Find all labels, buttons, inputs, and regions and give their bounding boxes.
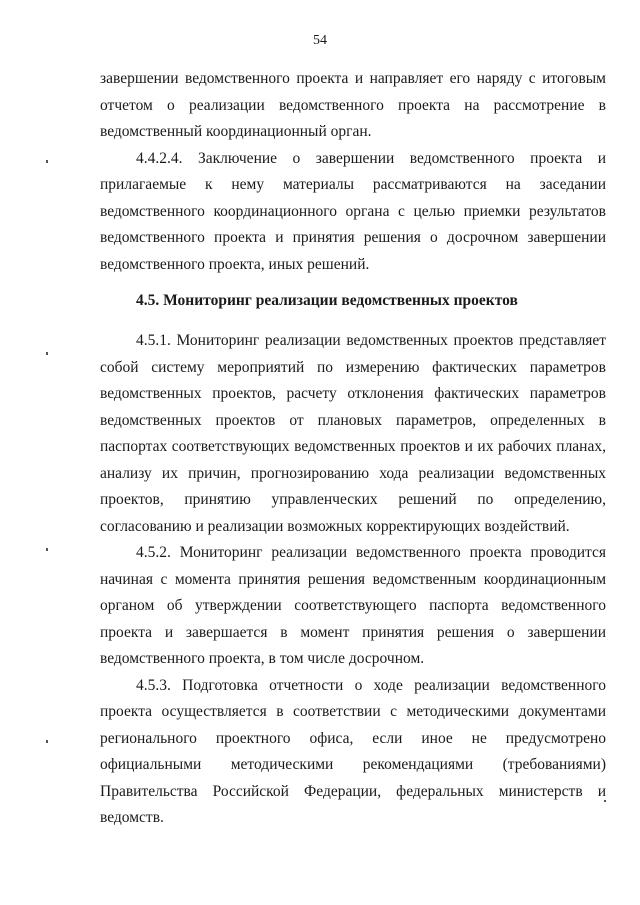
scan-speck xyxy=(604,800,606,802)
scan-speck xyxy=(46,160,48,163)
paragraph-4-5-2: 4.5.2. Мониторинг реализации ведомственного проекта проводится начиная с момента принятия решения ведомственным координационным органом об утверждении соответствующего паспорта ведомственного проекта и завершается в момент принятия решения о завершении ведомственного проекта, в том числе досрочном. xyxy=(100,544,606,667)
paragraph-4-5-3: 4.5.3. Подготовка отчетности о ходе реализации ведомственного проекта осуществляется в соответствии с методическими документами регионального проектного офиса, если иное не предусмотрено официальными методическими рекомендациями (требованиями) Правительства Российской Федерации, федеральных министерств и ведомств. xyxy=(100,676,606,826)
section-heading: 4.5. Мониторинг реализации ведомственных проектов xyxy=(136,292,518,309)
paragraph-4-5-1: 4.5.1. Мониторинг реализации ведомственных проектов представляет собой систему мероприятий по измерению фактических параметров ведомственных проектов, расчету отклонения фактических параметров ведомственных проектов от плановых параметров, определенных в паспортах соответствующих ведомственных проектов и их рабочих планах, анализу их причин, прогнозированию хода реализации ведомственных проектов, принятию управленческих решений по определению, согласованию и реализации возможных корректирующих воздействий. xyxy=(100,332,606,535)
scan-speck xyxy=(46,352,48,355)
scan-speck xyxy=(46,740,48,743)
scan-speck xyxy=(46,548,48,551)
paragraph-continuation: завершении ведомственного проекта и направляет его наряду с итоговым отчетом о реализации ведомственного проекта на рассмотрение в ведомственный координационный орган. xyxy=(100,70,606,140)
paragraph-4-4-2-4: 4.4.2.4. Заключение о завершении ведомственного проекта и прилагаемые к нему материалы рассматриваются на заседании ведомственного координационного органа с целью приемки результатов ведомственного проекта и принятия решения о досрочном завершении ведомственного проекта, иных решений. xyxy=(100,149,606,273)
document-body xyxy=(100,66,606,832)
page-number: 54 xyxy=(313,33,327,48)
